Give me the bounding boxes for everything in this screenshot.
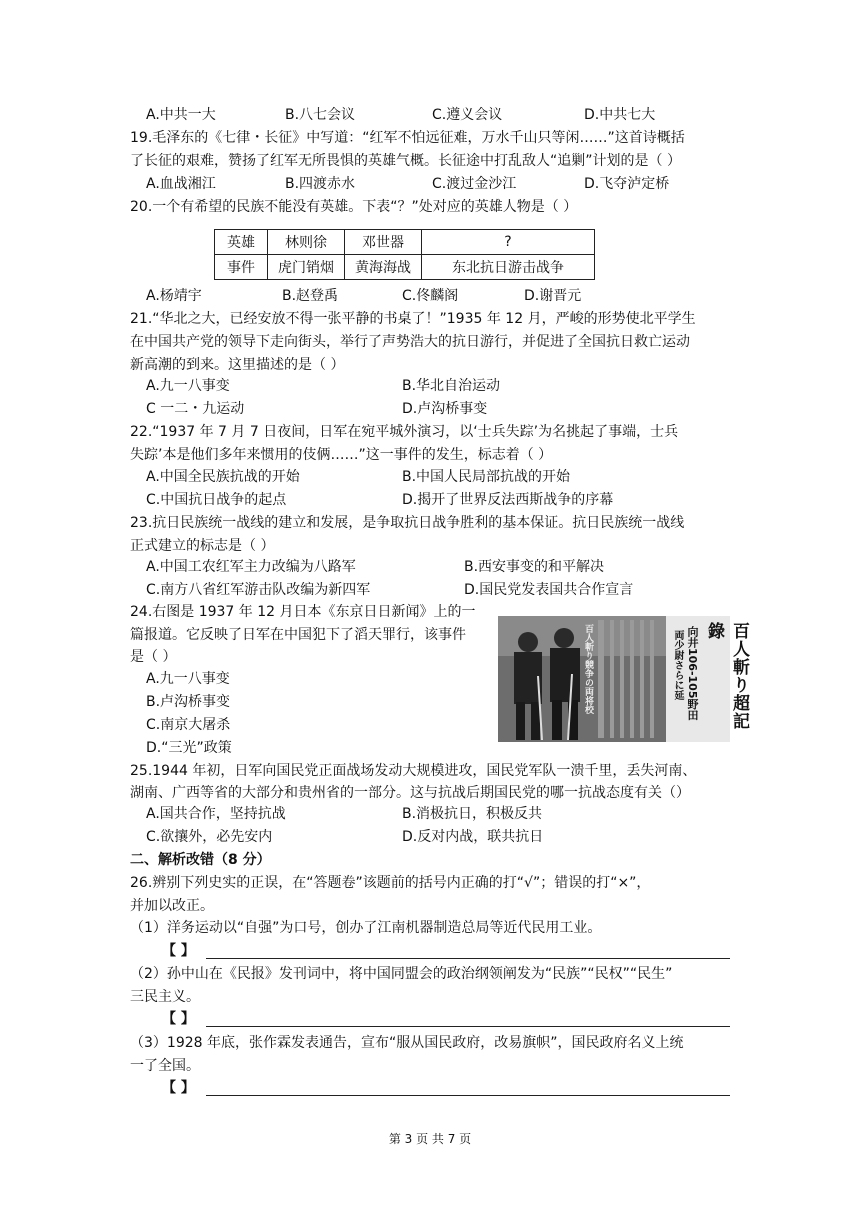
q18-option-b: B.八七会议 (285, 107, 356, 123)
answer-line[interactable] (206, 958, 730, 959)
q24-line-1: 24.右图是 1937 年 12 月日本《东京日日新闻》上的一 (130, 604, 476, 620)
q23-line-1: 23.抗日民族统一战线的建立和发展，是争取抗日战争胜利的基本保证。抗日民族统一战线 (130, 515, 685, 531)
q25-option-d: D.反对内战，联共抗日 (402, 829, 544, 845)
q21-option-b: B.华北自治运动 (402, 378, 501, 394)
q25-option-c: C.欲攘外，必先安内 (146, 829, 273, 845)
table-cell: 虎门销烟 (268, 255, 345, 280)
q22-line-1: 22.“1937 年 7 月 7 日夜间，日军在宛平城外演习，以‘士兵失踪’为名挑起了事端，士兵 (130, 424, 679, 440)
q24-option-a: A.九一八事变 (146, 671, 230, 687)
q19-line-2: 了长征的艰难，赞扬了红军无所畏惧的英雄气概。长征途中打乱敌人“追剿”计划的是（ ） (130, 153, 681, 169)
answer-line[interactable] (206, 1026, 730, 1027)
q21-line-1: 21.“华北之大，已经安放不得一张平静的书桌了！”1935 年 12 月，严峻的形势使北平学生 (130, 311, 696, 327)
q21-option-d: D.卢沟桥事变 (402, 401, 488, 417)
section-2-title: 二、解析改错（8 分） (130, 852, 271, 868)
q20-option-a: A.杨靖宇 (146, 288, 202, 304)
table-row (215, 230, 595, 255)
q21-line-3: 新高潮的到来。这里描述的是（ ） (130, 357, 345, 373)
hero-table (214, 229, 595, 280)
q26-item-3-line-1: （3）1928 年底，张作霖发表通告，宣布“服从国民政府，改易旗帜”，国民政府名义上统 (130, 1035, 684, 1051)
table-cell: 事件 (215, 255, 268, 280)
q24-option-b: B.卢沟桥事变 (146, 694, 231, 710)
q23-option-d: D.国民党发表国共合作宣言 (464, 582, 634, 598)
q23-option-a: A.中国工农红军主力改编为八路军 (146, 559, 356, 575)
q26-item-1: （1）洋务运动以“自强”为口号，创办了江南机器制造总局等近代民用工业。 (130, 920, 602, 936)
answer-bracket: 【 】 (162, 943, 195, 959)
q20-option-c: C.佟麟阁 (402, 288, 459, 304)
answer-line[interactable] (206, 1095, 730, 1096)
q20-line-1: 20.一个有希望的民族不能没有英雄。下表“？”处对应的英雄人物是（ ） (130, 199, 578, 215)
q19-option-a: A.血战湘江 (146, 176, 216, 192)
q24-option-d: D.“三光”政策 (146, 740, 232, 756)
q21-option-a: A.九一八事变 (146, 378, 230, 394)
q26-intro-line-2: 并加以改正。 (130, 898, 214, 914)
table-cell: 黄海海战 (345, 255, 422, 280)
q24-line-3: 是（ ） (130, 649, 177, 665)
answer-bracket: 【 】 (162, 1011, 195, 1027)
table-cell: ? (422, 230, 595, 255)
q20-option-d: D.谢晋元 (524, 288, 582, 304)
q24-option-c: C.南京大屠杀 (146, 717, 231, 733)
photo-subheadline-2: 両少尉さらに延 (672, 630, 683, 700)
q26-item-2-line-2: 三民主义。 (130, 989, 200, 1005)
q26-item-3-line-2: 一了全国。 (130, 1058, 200, 1074)
page-footer: 第 3 页 共 7 页 (388, 1132, 472, 1146)
q19-line-1: 19.毛泽东的《七律・长征》中写道：“红军不怕远征难，万水千山只等闲……”这首诗概括 (130, 130, 685, 146)
q19-option-c: C.渡过金沙江 (432, 176, 517, 192)
q22-option-b: B.中国人民局部抗战的开始 (402, 469, 571, 485)
q18-option-d: D.中共七大 (584, 107, 656, 123)
q25-line-1: 25.1944 年初，日军向国民党正面战场发动大规模进攻，国民党军队一溃千里，丢失河南、 (130, 763, 697, 779)
q25-option-b: B.消极抗日，积极反共 (402, 806, 543, 822)
photo-headline: 百人斬り超記錄 (704, 622, 749, 730)
q22-line-2: 失踪’本是他们多年来惯用的伎俩……”这一事件的发生，标志着（ ） (130, 447, 553, 463)
q21-option-c: C 一二・九运动 (146, 401, 245, 417)
q23-option-c: C.南方八省红军游击队改编为新四军 (146, 582, 371, 598)
photo-side-caption: 百人斬り競争の両将校 (583, 624, 593, 714)
photo-subheadline-1: 向井106-105野田 (686, 626, 699, 721)
answer-bracket: 【 】 (162, 1080, 195, 1096)
q25-option-a: A.国共合作，坚持抗战 (146, 806, 286, 822)
newspaper-photo (498, 616, 749, 742)
q25-line-2: 湖南、广西等省的大部分和贵州省的一部分。这与抗战后期国民党的哪一抗战态度有关（） (130, 785, 690, 801)
q21-line-2: 在中国共产党的领导下走向街头，举行了声势浩大的抗日游行，并促进了全国抗日救亡运动 (130, 334, 690, 350)
q18-option-a: A.中共一大 (146, 107, 216, 123)
table-cell: 林则徐 (268, 230, 345, 255)
q18-option-c: C.遵义会议 (432, 107, 503, 123)
q22-option-c: C.中国抗日战争的起点 (146, 492, 287, 508)
q23-option-b: B.西安事变的和平解决 (464, 559, 605, 575)
q26-item-2-line-1: （2）孙中山在《民报》发刊词中，将中国同盟会的政治纲领阐发为“民族”“民权”“民生” (130, 966, 673, 982)
q19-option-d: D.飞夺泸定桥 (584, 176, 670, 192)
table-cell: 东北抗日游击战争 (422, 255, 595, 280)
q26-intro-line-1: 26.辨别下列史实的正误，在“答题卷”该题前的括号内正确的打“√”；错误的打“×”， (130, 875, 651, 891)
q22-option-d: D.揭开了世界反法西斯战争的序幕 (402, 492, 614, 508)
q22-option-a: A.中国全民族抗战的开始 (146, 469, 300, 485)
q24-line-2: 篇报道。它反映了日军在中国犯下了滔天罪行，该事件 (130, 627, 466, 643)
table-cell: 邓世器 (345, 230, 422, 255)
q20-option-b: B.赵登禹 (282, 288, 339, 304)
table-cell: 英雄 (215, 230, 268, 255)
table-row (215, 255, 595, 280)
q19-option-b: B.四渡赤水 (285, 176, 356, 192)
q23-line-2: 正式建立的标志是（ ） (130, 538, 275, 554)
